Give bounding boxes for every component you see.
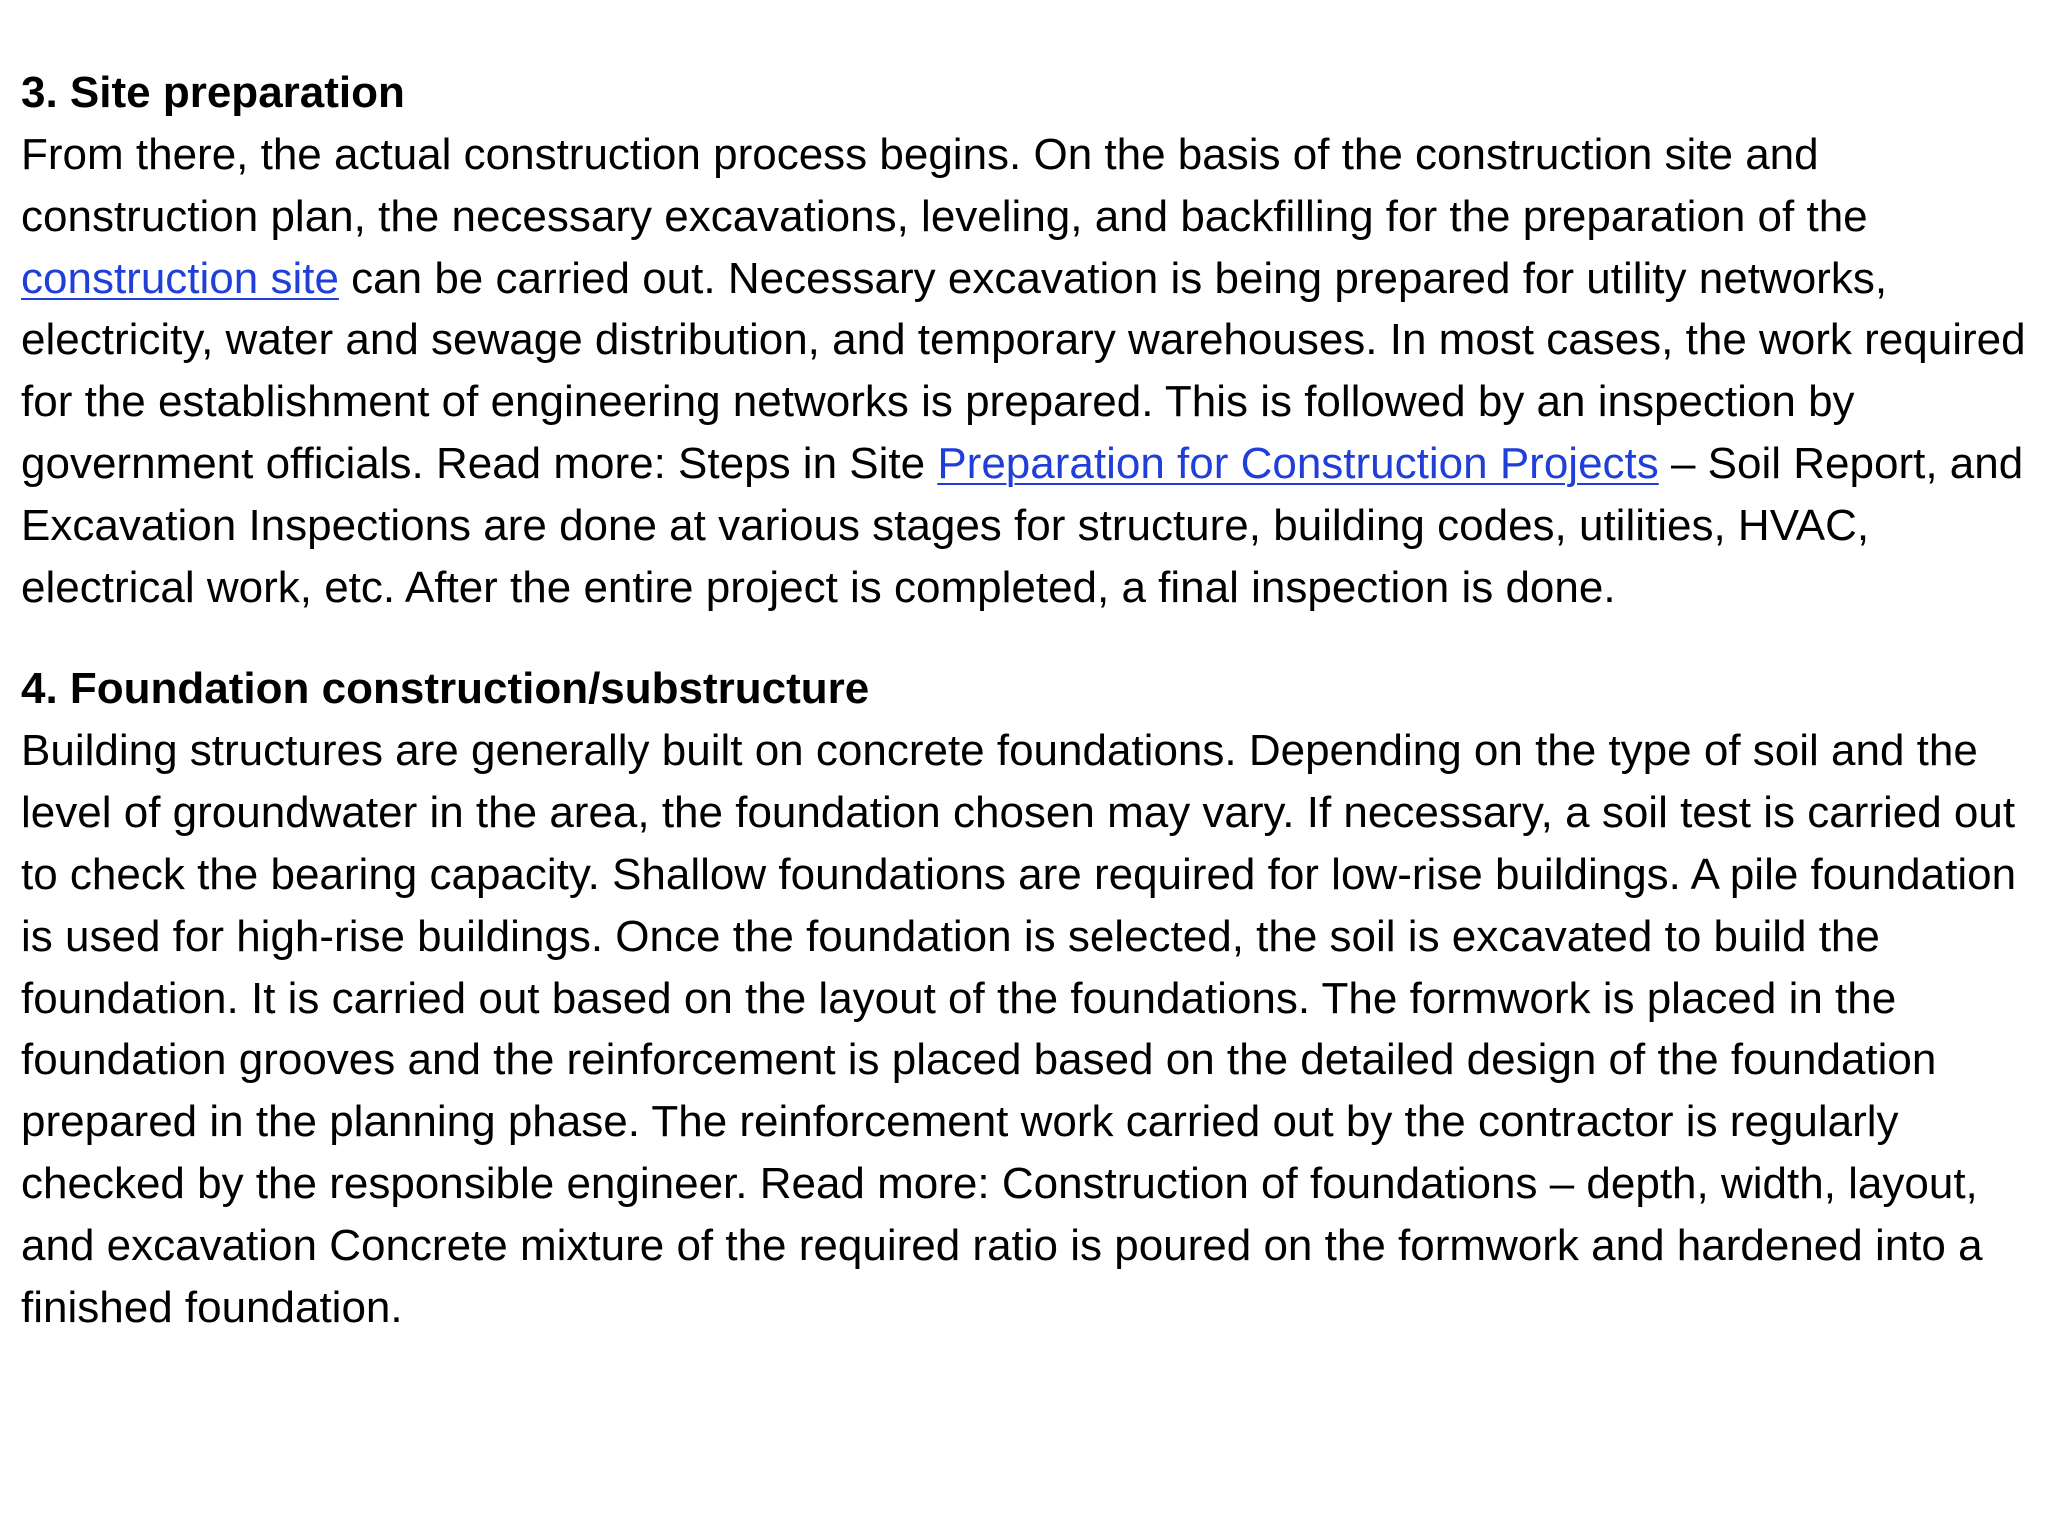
section-paragraph: Building structures are generally built on concrete foundations. Depending on the type of soil and the level of groundwater in the area, the foundation chosen may vary. If necessary, a soil test is carried out to check the bearing capacity. Shallow foundations are required for low-rise buildings. A pile foundation is used for high-rise buildings. Once the foundation is selected, the soil is excavated to build the foundation. It is carried out based on the layout of the foundations. The formwork is placed in the foundation grooves and the reinforcement is placed based on the detailed design of the foundation prepared in the planning phase. The reinforcement work carried out by the contractor is regularly checked by the responsible engineer. Read more: Construction of foundations – depth, width, layout, and excavation Concrete mixture of the required ratio is poured on the formwork and hardened into a finished foundation. (21, 726, 2017, 1332)
site-preparation-projects-link[interactable]: Preparation for Construction Projects (937, 438, 1659, 488)
paragraph-text: can be carried out. Necessary excavation is being prepared for utility networks, electricity, water and sewage distribution, and temporary warehouses. In most cases, the work required for the establishment of engineering networks is prepared. This is followed by an inspection by government officials. Read more: Steps in Site (21, 253, 2026, 488)
section-site-preparation (21, 62, 2031, 618)
section-foundation-construction (21, 658, 2031, 1338)
paragraph-text: From there, the actual construction process begins. On the basis of the construction site and construction plan, the necessary excavations, leveling, and backfilling for the preparation of the (21, 130, 1868, 241)
section-heading: 4. Foundation construction/substructure (21, 664, 870, 714)
section-paragraph (21, 124, 2031, 618)
document-page (21, 62, 2031, 1338)
paragraph-text: – Soil Report, and Excavation Inspections are done at various stages for structure, building codes, utilities, HVAC, electrical work, etc. After the entire project is completed, a final inspection is done. (21, 438, 2024, 612)
section-heading: 3. Site preparation (21, 68, 405, 117)
construction-site-link[interactable]: construction site (21, 253, 339, 303)
